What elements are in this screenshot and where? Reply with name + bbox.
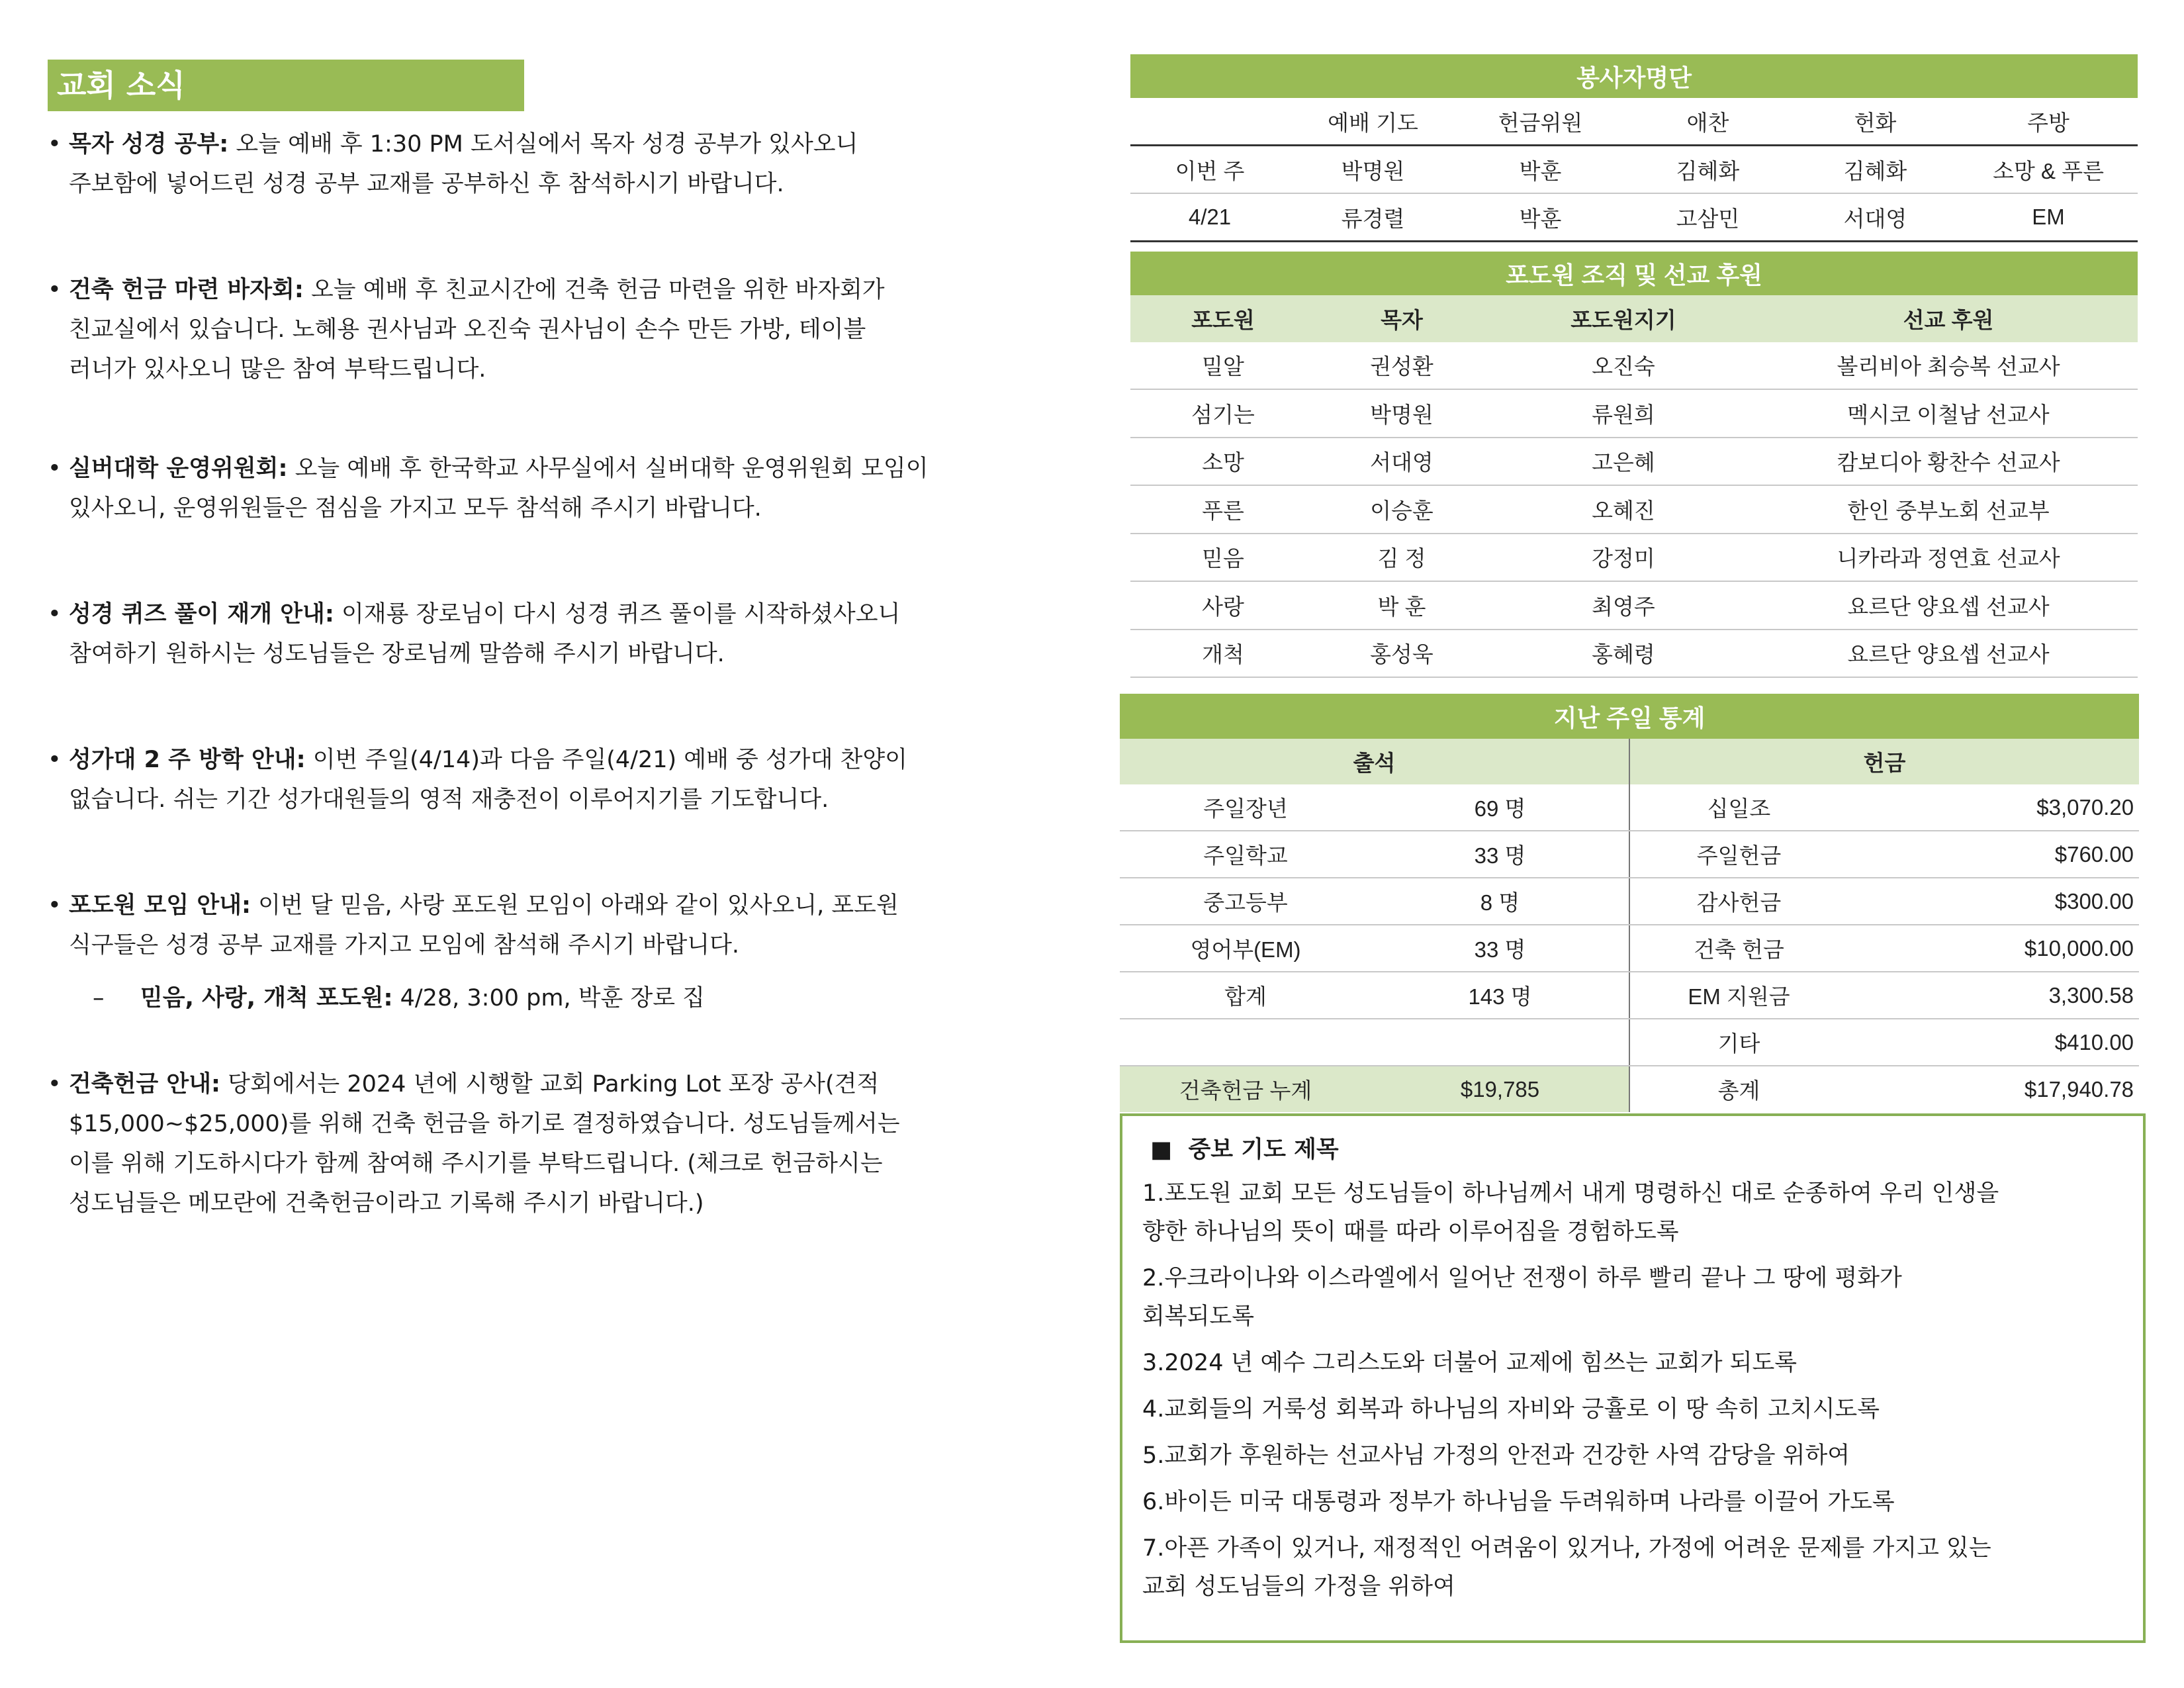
prayer-item-text: 1.포도원 교회 모든 성도님들이 하나님께서 내게 명령하신 대로 순종하여 우리 인생을 <box>1142 1180 1999 1207</box>
table-cell: 요르단 양요셉 선교사 <box>1759 630 2138 678</box>
table-cell: 캄보디아 황찬수 선교사 <box>1759 438 2138 486</box>
volunteer-col-header: 주방 <box>1959 98 2138 146</box>
prayer-item-text: 7.아픈 가족이 있거나, 재정적인 어려움이 있거나, 가정에 어려운 문제를 가지고 있는 <box>1142 1535 1991 1562</box>
table-cell: 기타 <box>1629 1019 1848 1066</box>
table-row <box>1130 342 2138 390</box>
table-cell: 주일장년 <box>1120 784 1371 831</box>
table-cell: $3,070.20 <box>1848 784 2139 831</box>
table-row <box>1120 878 2139 925</box>
stats-table-title: 지난 주일 통계 <box>1120 694 2139 739</box>
news-item-title: 포도원 모임 안내: <box>69 892 251 919</box>
news-item-text: 당회에서는 2024 년에 시행할 교회 Parking Lot 포장 공사(견적 <box>220 1071 880 1098</box>
news-item-text: 오늘 예배 후 한국학교 사무실에서 실버대학 운영위원회 모임이 <box>287 455 929 482</box>
table-row <box>1130 146 2138 194</box>
bullet-icon: • <box>48 601 62 628</box>
table-cell: 볼리비아 최승복 선교사 <box>1759 342 2138 390</box>
prayer-item-text: 6.바이든 미국 대통령과 정부가 하나님을 두려워하며 나라를 이끌어 가도록 <box>1142 1489 1895 1515</box>
news-item-text: 러너가 있사오니 많은 참여 부탁드립니다. <box>69 356 486 383</box>
news-item-title: 성경 퀴즈 풀이 재개 안내: <box>69 601 334 628</box>
news-item <box>48 886 1067 965</box>
news-sub-item-text: 4/28, 3:00 pm, 박훈 장로 집 <box>392 985 705 1011</box>
table-cell <box>1371 1019 1629 1066</box>
vineyard-col-header: 목자 <box>1316 295 1488 342</box>
table-cell: 박명원 <box>1316 389 1488 438</box>
table-cell: 김혜화 <box>1792 146 1959 194</box>
bullet-icon: • <box>48 1071 62 1098</box>
table-cell: 오진숙 <box>1488 342 1759 390</box>
table-cell: 감사헌금 <box>1629 878 1848 925</box>
news-item-title: 목자 성경 공부: <box>69 131 229 158</box>
offering-header: 헌금 <box>1629 739 2139 784</box>
bullet-icon: • <box>48 277 62 303</box>
table-cell: 사랑 <box>1130 581 1316 630</box>
table-row <box>1130 534 2138 582</box>
table-cell: EM <box>1959 193 2138 242</box>
table-cell: 섬기는 <box>1130 389 1316 438</box>
table-cell: 십일조 <box>1629 784 1848 831</box>
table-cell: 한인 중부노회 선교부 <box>1759 485 2138 534</box>
prayer-item-text: 4.교회들의 거룩성 회복과 하나님의 자비와 긍휼로 이 땅 속히 고치시도록 <box>1142 1396 1880 1423</box>
table-cell: 건축 헌금 <box>1629 925 1848 972</box>
attendance-header: 출석 <box>1120 739 1629 784</box>
table-row <box>1130 389 2138 438</box>
vineyard-col-header: 포도원 <box>1130 295 1316 342</box>
table-cell: 건축헌금 누계 <box>1120 1066 1371 1112</box>
prayer-item <box>1142 1259 2126 1336</box>
table-cell: EM 지원금 <box>1629 972 1848 1019</box>
table-cell: 합계 <box>1120 972 1371 1019</box>
table-row <box>1120 925 2139 972</box>
table-cell: 이승훈 <box>1316 485 1488 534</box>
news-item-text: 오늘 예배 후 친교시간에 건축 헌금 마련을 위한 바자회가 <box>303 277 885 303</box>
table-cell: 이번 주 <box>1130 146 1289 194</box>
vineyard-table-title: 포도원 조직 및 선교 후원 <box>1130 252 2138 295</box>
table-cell: 33 명 <box>1371 831 1629 878</box>
table-row <box>1120 1066 2139 1112</box>
prayer-title <box>1150 1131 2126 1169</box>
news-item-text: 오늘 예배 후 1:30 PM 도서실에서 목자 성경 공부가 있사오니 <box>228 131 858 158</box>
table-cell: 143 명 <box>1371 972 1629 1019</box>
prayer-item-text: 교회 성도님들의 가정을 위하여 <box>1142 1573 1455 1600</box>
prayer-item-text: 향한 하나님의 뜻이 때를 따라 이루어짐을 경험하도록 <box>1142 1219 1679 1245</box>
table-cell: 고삼민 <box>1624 193 1792 242</box>
volunteer-col-header: 헌금위원 <box>1457 98 1624 146</box>
bullet-icon: • <box>48 747 62 773</box>
volunteer-col-header: 헌화 <box>1792 98 1959 146</box>
news-sub-item-title: 믿음, 사랑, 개척 포도원: <box>140 985 393 1011</box>
table-cell: 중고등부 <box>1120 878 1371 925</box>
table-row <box>1130 193 2138 242</box>
table-cell: 박명원 <box>1289 146 1457 194</box>
vineyard-col-header: 포도원지기 <box>1488 295 1759 342</box>
table-cell: $760.00 <box>1848 831 2139 878</box>
table-cell: 푸른 <box>1130 485 1316 534</box>
table-cell <box>1120 1019 1371 1066</box>
table-cell: 최영주 <box>1488 581 1759 630</box>
table-cell: 강정미 <box>1488 534 1759 582</box>
table-row <box>1120 831 2139 878</box>
table-cell: 김 정 <box>1316 534 1488 582</box>
news-item-text: 친교실에서 있습니다. 노혜용 권사님과 오진숙 권사님이 손수 만든 가방, 테이블 <box>69 316 866 343</box>
table-cell: 서대영 <box>1316 438 1488 486</box>
prayer-item-text: 회복되도록 <box>1142 1303 1255 1330</box>
table-row <box>1120 784 2139 831</box>
table-cell: $300.00 <box>1848 878 2139 925</box>
table-cell: $19,785 <box>1371 1066 1629 1112</box>
table-cell: $410.00 <box>1848 1019 2139 1066</box>
square-bullet-icon: ■ <box>1150 1137 1173 1163</box>
bullet-icon: • <box>48 131 62 158</box>
table-cell: 고은혜 <box>1488 438 1759 486</box>
table-cell: 류원희 <box>1488 389 1759 438</box>
news-item-title: 실버대학 운영위원회: <box>69 455 288 482</box>
church-news-section <box>48 60 1067 1223</box>
vineyard-table <box>1130 252 2138 678</box>
prayer-item <box>1142 1390 2126 1429</box>
table-row <box>1130 438 2138 486</box>
table-cell: $10,000.00 <box>1848 925 2139 972</box>
prayer-box <box>1120 1113 2146 1643</box>
table-cell: 주일헌금 <box>1629 831 1848 878</box>
table-row <box>1120 1019 2139 1066</box>
table-cell: 서대영 <box>1792 193 1959 242</box>
news-item-text: $15,000~$25,000)를 위해 건축 헌금을 하기로 결정하였습니다. 성도님들께서는 <box>69 1111 900 1137</box>
news-item-text: 이번 달 믿음, 사랑 포도원 모임이 아래와 같이 있사오니, 포도원 <box>251 892 899 919</box>
table-cell: 3,300.58 <box>1848 972 2139 1019</box>
table-row <box>1130 581 2138 630</box>
table-cell: 33 명 <box>1371 925 1629 972</box>
volunteer-table <box>1130 54 2138 242</box>
table-cell: 류경렬 <box>1289 193 1457 242</box>
vineyard-col-header: 선교 후원 <box>1759 295 2138 342</box>
table-cell: 홍성욱 <box>1316 630 1488 678</box>
table-cell: 믿음 <box>1130 534 1316 582</box>
table-cell: 김혜화 <box>1624 146 1792 194</box>
news-item <box>48 449 1067 528</box>
prayer-item <box>1142 1483 2126 1521</box>
news-item-text: 식구들은 성경 공부 교재를 가지고 모임에 참석해 주시기 바랍니다. <box>69 932 740 959</box>
volunteer-col-header: 애찬 <box>1624 98 1792 146</box>
table-cell: 소망 <box>1130 438 1316 486</box>
table-cell: 주일학교 <box>1120 831 1371 878</box>
news-item-text: 이재룡 장로님이 다시 성경 퀴즈 풀이를 시작하셨사오니 <box>334 601 901 628</box>
volunteer-col-header: 예배 기도 <box>1289 98 1457 146</box>
volunteer-table-title: 봉사자명단 <box>1130 54 2138 98</box>
prayer-item <box>1142 1344 2126 1382</box>
prayer-item-text: 3.2024 년 예수 그리스도와 더불어 교제에 힘쓰는 교회가 되도록 <box>1142 1350 1797 1376</box>
table-cell: 69 명 <box>1371 784 1629 831</box>
table-cell: 개척 <box>1130 630 1316 678</box>
prayer-item <box>1142 1529 2126 1606</box>
table-cell: 박훈 <box>1457 146 1624 194</box>
news-item-text: 주보함에 넣어드린 성경 공부 교재를 공부하신 후 참석하시기 바랍니다. <box>69 171 784 197</box>
table-cell: 니카라과 정연효 선교사 <box>1759 534 2138 582</box>
table-row <box>1120 972 2139 1019</box>
table-cell: $17,940.78 <box>2024 1076 2134 1102</box>
table-cell: 홍혜령 <box>1488 630 1759 678</box>
church-news-title: 교회 소식 <box>48 60 524 111</box>
table-cell: 8 명 <box>1371 878 1629 925</box>
news-item <box>48 1064 1067 1223</box>
dash-icon: – <box>93 985 105 1011</box>
table-cell: 박 훈 <box>1316 581 1488 630</box>
table-cell: 멕시코 이철남 선교사 <box>1759 389 2138 438</box>
table-cell: 영어부(EM) <box>1120 925 1371 972</box>
news-item <box>48 594 1067 674</box>
news-item-title: 건축헌금 안내: <box>69 1071 221 1098</box>
news-item <box>48 124 1067 204</box>
table-cell: 밀알 <box>1130 342 1316 390</box>
news-item-text: 참여하기 원하시는 성도님들은 장로님께 말씀해 주시기 바랍니다. <box>69 641 725 667</box>
news-item-text: 없습니다. 쉬는 기간 성가대원들의 영적 재충전이 이루어지기를 기도합니다. <box>69 786 829 813</box>
stats-table <box>1120 694 2139 1112</box>
table-cell: 총계 <box>1629 1066 1848 1112</box>
news-item-text: 있사오니, 운영위원들은 점심을 가지고 모두 참석해 주시기 바랍니다. <box>69 495 762 522</box>
volunteer-col-header <box>1130 98 1289 146</box>
news-sub-item <box>48 978 1067 1018</box>
table-cell: 소망 & 푸른 <box>1959 146 2138 194</box>
table-row <box>1130 485 2138 534</box>
table-cell: 요르단 양요셉 선교사 <box>1759 581 2138 630</box>
table-cell: 4/21 <box>1130 193 1289 242</box>
news-item <box>48 740 1067 820</box>
news-item-text: 성도님들은 메모란에 건축헌금이라고 기록해 주시기 바랍니다.) <box>69 1190 704 1217</box>
news-item-title: 건축 헌금 마련 바자회: <box>69 277 304 303</box>
table-cell: 박훈 <box>1457 193 1624 242</box>
prayer-title-text: 중보 기도 제목 <box>1188 1137 1339 1163</box>
news-item-text: 이를 위해 기도하시다가 함께 참여해 주시기를 부탁드립니다. (체크로 헌금하시는 <box>69 1150 883 1177</box>
table-row <box>1130 630 2138 678</box>
prayer-item <box>1142 1174 2126 1251</box>
prayer-item <box>1142 1436 2126 1475</box>
table-cell: 오혜진 <box>1488 485 1759 534</box>
news-item-title: 성가대 2 주 방학 안내: <box>69 747 306 773</box>
prayer-item-text: 2.우크라이나와 이스라엘에서 일어난 전쟁이 하루 빨리 끝나 그 땅에 평화가 <box>1142 1265 1902 1291</box>
table-cell: 권성환 <box>1316 342 1488 390</box>
news-item <box>48 270 1067 389</box>
news-item-text: 이번 주일(4/14)과 다음 주일(4/21) 예배 중 성가대 찬양이 <box>305 747 907 773</box>
bullet-icon: • <box>48 892 62 919</box>
prayer-item-text: 5.교회가 후원하는 선교사님 가정의 안전과 건강한 사역 감당을 위하여 <box>1142 1442 1850 1469</box>
bullet-icon: • <box>48 455 62 482</box>
